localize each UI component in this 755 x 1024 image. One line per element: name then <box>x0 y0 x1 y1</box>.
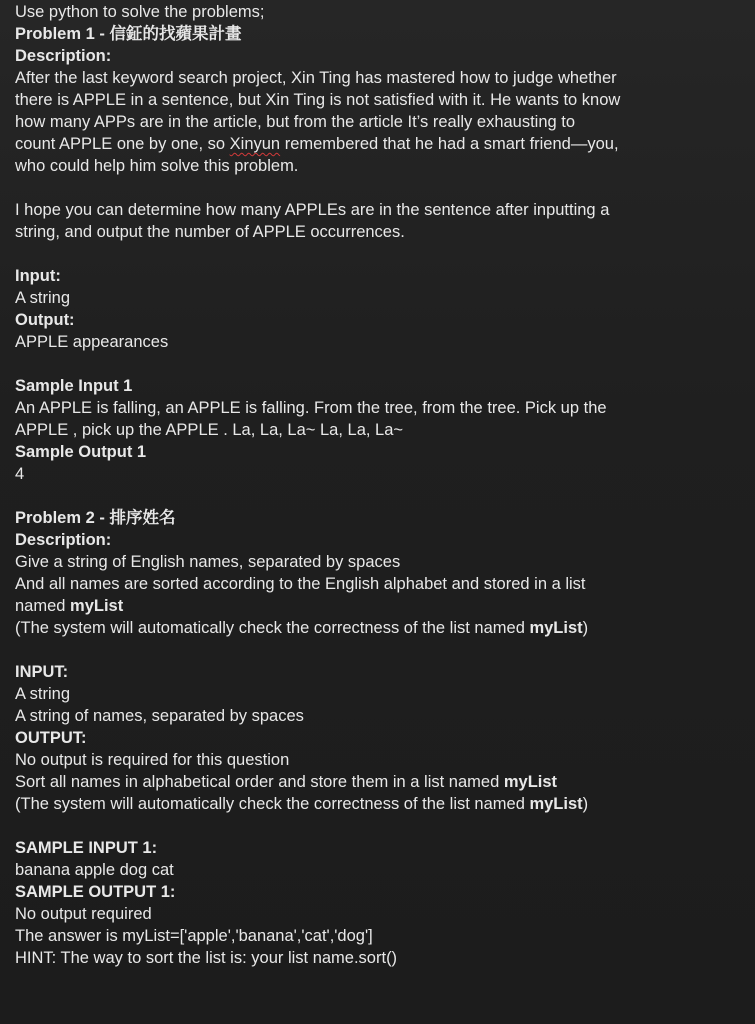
problem1-description-line <box>15 133 741 155</box>
problem2-output-heading: OUTPUT: <box>15 729 87 747</box>
problem2-input-line: A string of names, separated by spaces <box>15 707 304 725</box>
problem1-sample-input-line: An APPLE is falling, an APPLE is falling. From the tree, from the tree. Pick up the <box>15 399 607 417</box>
blank-line <box>15 177 741 199</box>
problem2-input-line: A string <box>15 685 71 703</box>
problem1-input-heading: Input: <box>15 267 61 285</box>
problem2-description-heading: Description: <box>15 531 112 549</box>
output-text: (The system will automatically check the correctness of the list named <box>15 795 530 813</box>
mylist-keyword: myList <box>529 795 583 813</box>
output-text: ) <box>582 795 589 813</box>
problem1-title: Problem 1 - 信鉦的找蘋果計畫 <box>15 25 242 43</box>
problem1-sample-output-value: 4 <box>15 465 25 483</box>
problem2-output-line <box>15 771 741 793</box>
problem2-input-heading: INPUT: <box>15 663 69 681</box>
problem1-output-text: APPLE appearances <box>15 333 169 351</box>
description-text: ) <box>582 619 589 637</box>
blank-line <box>15 353 741 375</box>
problem2-sample-input-heading: SAMPLE INPUT 1: <box>15 839 158 857</box>
description-text: remembered that he had a smart friend—you, <box>280 135 619 153</box>
description-text: count APPLE one by one, so <box>15 135 230 153</box>
problem2-hint: HINT: The way to sort the list is: your list name.sort() <box>15 949 398 967</box>
mylist-keyword: myList <box>503 773 558 791</box>
problem1-description-line: there is APPLE in a sentence, but Xin Ting is not satisfied with it. He wants to know <box>15 91 621 109</box>
problem2-output-line: No output is required for this question <box>15 751 290 769</box>
description-text: named <box>15 597 71 615</box>
problem1-sample-input-heading: Sample Input 1 <box>15 377 133 395</box>
problem1-input-text: A string <box>15 289 71 307</box>
problem1-output-heading: Output: <box>15 311 75 329</box>
problem2-sample-output-line: No output required <box>15 905 152 923</box>
blank-line <box>15 485 741 507</box>
problem2-sample-input: banana apple dog cat <box>15 861 174 879</box>
problem2-description-line: Give a string of English names, separated by spaces <box>15 553 401 571</box>
problem2-sample-output-heading: SAMPLE OUTPUT 1: <box>15 883 176 901</box>
problem1-description-heading: Description: <box>15 47 112 65</box>
problem2-description-line: And all names are sorted according to the English alphabet and stored in a list <box>15 575 586 593</box>
blank-line <box>15 815 741 837</box>
problem1-description-line: who could help him solve this problem. <box>15 157 299 175</box>
problem2-title: Problem 2 - 排序姓名 <box>15 509 176 527</box>
problem1-sample-output-heading: Sample Output 1 <box>15 443 147 461</box>
problem1-description-line: After the last keyword search project, Xin Ting has mastered how to judge whether <box>15 69 617 87</box>
problem1-description-line: I hope you can determine how many APPLEs are in the sentence after inputting a <box>15 201 610 219</box>
problem2-output-line <box>15 793 741 815</box>
problem1-description-line: string, and output the number of APPLE occurrences. <box>15 223 405 241</box>
description-text: (The system will automatically check the correctness of the list named <box>15 619 530 637</box>
problem2-description-line <box>15 595 741 617</box>
blank-line <box>15 243 741 265</box>
mylist-keyword: myList <box>529 619 583 637</box>
problem2-description-line <box>15 617 741 639</box>
mylist-keyword: myList <box>70 597 124 615</box>
intro-text: Use python to solve the problems; <box>15 3 265 21</box>
problem1-sample-input-line: APPLE , pick up the APPLE . La, La, La~ La, La, La~ <box>15 421 404 439</box>
misspelled-word[interactable]: Xinyun <box>229 135 281 153</box>
blank-line <box>15 639 741 661</box>
output-text: Sort all names in alphabetical order and store them in a list named <box>15 773 504 791</box>
problem2-sample-output-line: The answer is myList=['apple','banana','cat','dog'] <box>15 927 373 945</box>
problem1-description-line: how many APPs are in the article, but from the article It’s really exhausting to <box>15 113 576 131</box>
